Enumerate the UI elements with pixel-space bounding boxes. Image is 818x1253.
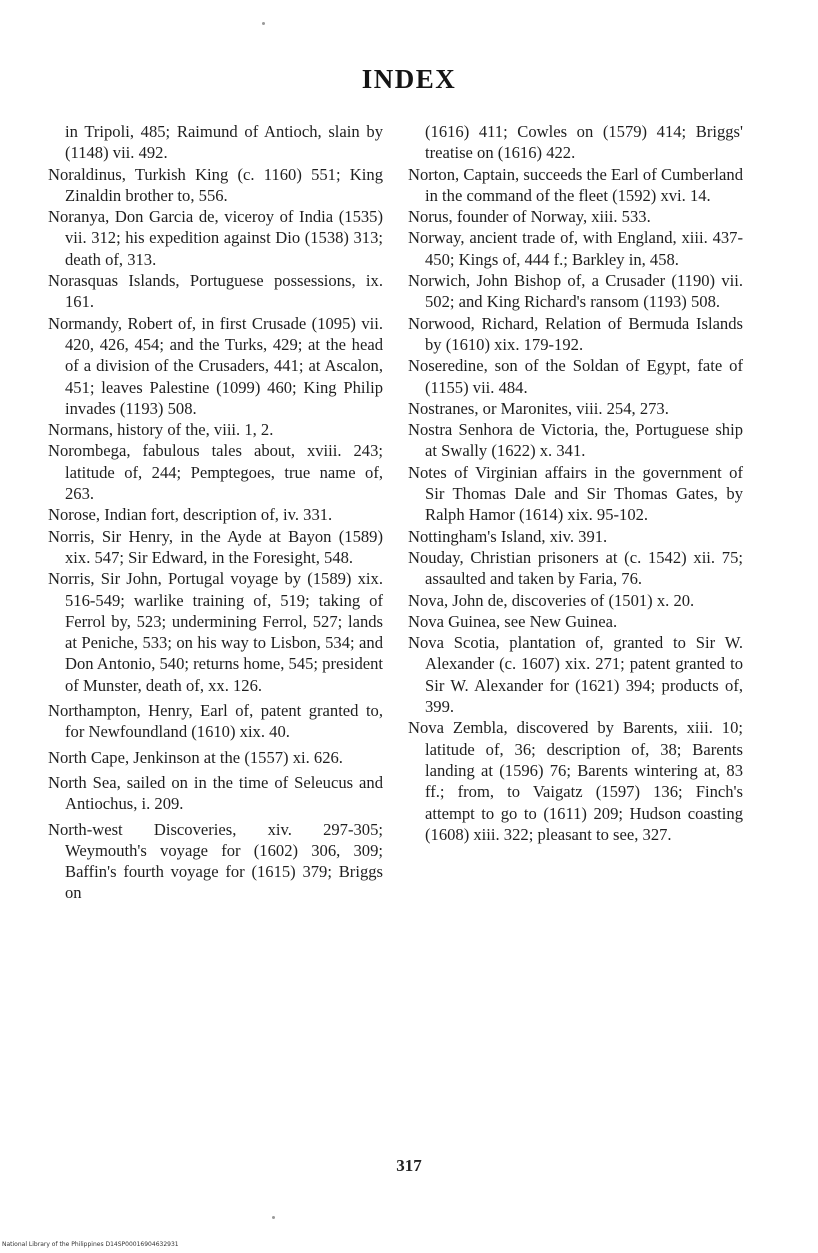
page-speck xyxy=(272,1216,275,1219)
page-speck xyxy=(262,22,265,25)
index-entry: North-west Discoveries, xiv. 297-305; Weymouth's voyage for (1602) 306, 309; Baffin's fourth voyage for (1615) 379; Briggs on xyxy=(48,819,383,903)
index-column-left xyxy=(48,121,383,904)
index-entry: Norasquas Islands, Portuguese possessions, ix. 161. xyxy=(48,271,383,312)
index-entry: Nova Zembla, discovered by Barents, xiii. 10; latitude of, 36; description of, 38; Barents landing at (1596) 76; Barents wintering at, 83 ff.; from, to Vaigatz (1597) 136; Finch's attempt to go to (1611) 209; Hudson coasting (1608) xiii. 322; pleasant to see, 327. xyxy=(408,718,743,844)
index-entry: Nottingham's Island, xiv. 391. xyxy=(408,526,608,546)
index-entry: Nostranes, or Maronites, viii. 254, 273. xyxy=(408,398,669,418)
index-entry: Nova Guinea, see New Guinea. xyxy=(408,611,618,631)
index-entry: Nova Scotia, plantation of, granted to Sir W. Alexander (c. 1607) xix. 271; patent granted to Sir W. Alexander for (1621) 394; products of, 399. xyxy=(408,633,743,717)
index-column-right xyxy=(408,121,743,845)
index-entry: North Sea, sailed on in the time of Seleucus and Antiochus, i. 209. xyxy=(48,772,383,814)
index-entry: Notes of Virginian affairs in the government of Sir Thomas Dale and Sir Thomas Gates, by Ralph Hamor (1614) xix. 95-102. xyxy=(408,462,743,525)
index-entry: Nostra Senhora de Victoria, the, Portuguese ship at Swally (1622) x. 341. xyxy=(408,420,743,461)
index-entry: North Cape, Jenkinson at the (1557) xi. 626. xyxy=(48,747,343,767)
index-entry: Norton, Captain, succeeds the Earl of Cumberland in the command of the fleet (1592) xvi. 14. xyxy=(408,164,743,205)
index-entry: in Tripoli, 485; Raimund of Antioch, slain by (1148) vii. 492. xyxy=(65,122,383,163)
index-entry: Normandy, Robert of, in first Crusade (1095) vii. 420, 426, 454; and the Turks, 429; at the head of a division of the Crusaders, 441; at Ascalon, 451; leaves Palestine (1099) 460; King Philip invades (1193) 508. xyxy=(48,313,383,418)
index-entry: Norombega, fabulous tales about, xviii. 243; latitude of, 244; Pemptegoes, true name of, 263. xyxy=(48,441,383,504)
index-entry: Noseredine, son of the Soldan of Egypt, fate of (1155) vii. 484. xyxy=(408,356,743,397)
index-entry: Norwich, John Bishop of, a Crusader (1190) vii. 502; and King Richard's ransom (1193) 508. xyxy=(408,271,743,312)
index-entry: Nova, John de, discoveries of (1501) x. 20. xyxy=(408,590,695,610)
index-entry: Norwood, Richard, Relation of Bermuda Islands by (1610) xix. 179-192. xyxy=(408,313,743,354)
page-number: 317 xyxy=(396,1156,422,1175)
index-entry: Norose, Indian fort, description of, iv. 331. xyxy=(48,505,333,525)
index-entry: Norris, Sir Henry, in the Ayde at Bayon (1589) xix. 547; Sir Edward, in the Foresight, 548. xyxy=(48,526,383,567)
index-entry: Noranya, Don Garcia de, viceroy of India (1535) vii. 312; his expedition against Dio (1538) 313; death of, 313. xyxy=(48,207,383,269)
index-entry: Norway, ancient trade of, with England, xiii. 437-450; Kings of, 444 f.; Barkley in, 458. xyxy=(408,228,743,269)
page-title: INDEX xyxy=(361,64,457,94)
index-entry: Noraldinus, Turkish King (c. 1160) 551; King Zinaldin brother to, 556. xyxy=(48,164,383,205)
index-entry: Norris, Sir John, Portugal voyage by (1589) xix. 516-549; warlike training of, 519; taking of Ferrol by, 523; undermining Ferrol, 527; lands at Peniche, 533; on his way to Lisbon, 534; and Don Antonio, 540; returns home, 545; president of Munster, death of, xx. 126. xyxy=(48,569,384,695)
index-entry: Nouday, Christian prisoners at (c. 1542) xii. 75; assaulted and taken by Faria, 76. xyxy=(408,547,743,589)
footer-credit: National Library of the Philippines D14SP00016904632931 xyxy=(2,1241,179,1248)
index-entry: Northampton, Henry, Earl of, patent granted to, for Newfoundland (1610) xix. 40. xyxy=(48,701,383,742)
index-entry: Norus, founder of Norway, xiii. 533. xyxy=(408,207,651,227)
index-entry: (1616) 411; Cowles on (1579) 414; Briggs' treatise on (1616) 422. xyxy=(425,122,743,163)
index-entry: Normans, history of the, viii. 1, 2. xyxy=(48,420,274,440)
